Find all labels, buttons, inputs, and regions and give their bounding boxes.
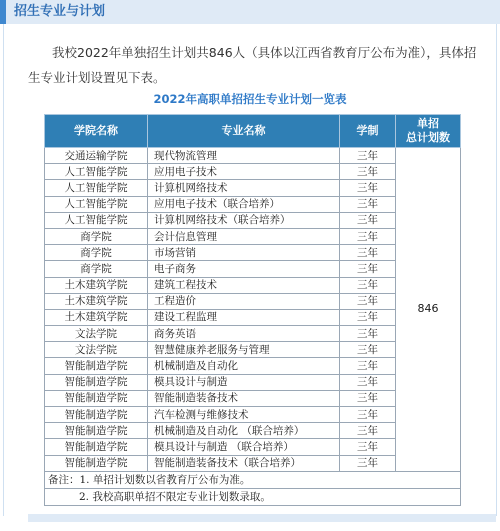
cell-college: 商学院 xyxy=(45,245,148,261)
cell-major: 模具设计与制造 xyxy=(148,374,340,390)
cell-college: 智能制造学院 xyxy=(45,390,148,406)
table-row xyxy=(45,148,461,164)
cell-years: 三年 xyxy=(340,358,396,374)
section-title: 招生专业与计划 xyxy=(14,4,106,19)
cell-years: 三年 xyxy=(340,390,396,406)
note-row-1 xyxy=(45,471,461,488)
header-accent-bar xyxy=(0,0,6,24)
cell-college: 智能制造学院 xyxy=(45,455,148,471)
cell-years: 三年 xyxy=(340,164,396,180)
cell-years: 三年 xyxy=(340,148,396,164)
header-college: 学院名称 xyxy=(45,115,148,148)
header-total xyxy=(396,115,461,148)
cell-college: 交通运输学院 xyxy=(45,148,148,164)
cell-college: 土木建筑学院 xyxy=(45,277,148,293)
cell-college: 人工智能学院 xyxy=(45,180,148,196)
cell-major: 机械制造及自动化 （联合培养） xyxy=(148,423,340,439)
cell-years: 三年 xyxy=(340,407,396,423)
cell-major: 市场营销 xyxy=(148,245,340,261)
cell-years: 三年 xyxy=(340,439,396,455)
cell-years: 三年 xyxy=(340,261,396,277)
cell-major: 智能制造装备技术 xyxy=(148,390,340,406)
plan-table-wrapper xyxy=(44,114,460,506)
cell-major: 计算机网络技术 xyxy=(148,180,340,196)
cell-college: 人工智能学院 xyxy=(45,164,148,180)
cell-college: 文法学院 xyxy=(45,326,148,342)
cell-college: 人工智能学院 xyxy=(45,212,148,228)
cell-major: 现代物流管理 xyxy=(148,148,340,164)
cell-years: 三年 xyxy=(340,180,396,196)
intro-paragraph xyxy=(28,40,483,90)
cell-college: 文法学院 xyxy=(45,342,148,358)
cell-years: 三年 xyxy=(340,245,396,261)
cell-college: 智能制造学院 xyxy=(45,407,148,423)
cell-major: 模具设计与制造 （联合培养） xyxy=(148,439,340,455)
bottom-bar xyxy=(28,514,496,522)
cell-college: 人工智能学院 xyxy=(45,196,148,212)
cell-years: 三年 xyxy=(340,326,396,342)
cell-years: 三年 xyxy=(340,342,396,358)
cell-years: 三年 xyxy=(340,423,396,439)
cell-major: 电子商务 xyxy=(148,261,340,277)
cell-major: 机械制造及自动化 xyxy=(148,358,340,374)
cell-years: 三年 xyxy=(340,455,396,471)
cell-major: 工程造价 xyxy=(148,293,340,309)
header-major: 专业名称 xyxy=(148,115,340,148)
cell-college: 智能制造学院 xyxy=(45,423,148,439)
table-body xyxy=(45,148,461,506)
cell-major: 汽车检测与维修技术 xyxy=(148,407,340,423)
cell-total-plan: 846 xyxy=(396,148,461,472)
cell-major: 智慧健康养老服务与管理 xyxy=(148,342,340,358)
cell-college: 商学院 xyxy=(45,228,148,244)
cell-college: 商学院 xyxy=(45,261,148,277)
cell-major: 应用电子技术（联合培养） xyxy=(148,196,340,212)
cell-years: 三年 xyxy=(340,293,396,309)
cell-major: 建设工程监理 xyxy=(148,309,340,325)
note-text-2: 2. 我校高职单招不限定专业计划数录取。 xyxy=(45,488,461,505)
header-total-line1: 单招 xyxy=(417,117,439,130)
cell-college: 土木建筑学院 xyxy=(45,293,148,309)
cell-major: 会计信息管理 xyxy=(148,228,340,244)
cell-major: 商务英语 xyxy=(148,326,340,342)
cell-years: 三年 xyxy=(340,196,396,212)
header-years: 学制 xyxy=(340,115,396,148)
table-title: 2022年高职单招招生专业计划一览表 xyxy=(153,92,347,106)
cell-years: 三年 xyxy=(340,277,396,293)
cell-college: 智能制造学院 xyxy=(45,374,148,390)
header-total-line2: 总计划数 xyxy=(406,131,450,144)
cell-years: 三年 xyxy=(340,374,396,390)
cell-major: 建筑工程技术 xyxy=(148,277,340,293)
cell-years: 三年 xyxy=(340,309,396,325)
cell-major: 智能制造装备技术（联合培养） xyxy=(148,455,340,471)
cell-years: 三年 xyxy=(340,228,396,244)
section-header xyxy=(0,0,500,24)
table-header-row xyxy=(45,115,461,148)
note-row-2 xyxy=(45,488,461,505)
cell-college: 智能制造学院 xyxy=(45,439,148,455)
cell-college: 土木建筑学院 xyxy=(45,309,148,325)
cell-major: 应用电子技术 xyxy=(148,164,340,180)
cell-years: 三年 xyxy=(340,212,396,228)
intro-line-2: 生专业计划设置见下表。 xyxy=(28,70,166,85)
intro-line-1: 我校2022年单独招生计划共846人（具体以江西省教育厅公布为准），具体招 xyxy=(52,45,477,60)
cell-college: 智能制造学院 xyxy=(45,358,148,374)
note-text-1: 备注：1. 单招计划数以省教育厅公布为准。 xyxy=(45,471,461,488)
cell-major: 计算机网络技术（联合培养） xyxy=(148,212,340,228)
plan-table xyxy=(44,114,461,506)
